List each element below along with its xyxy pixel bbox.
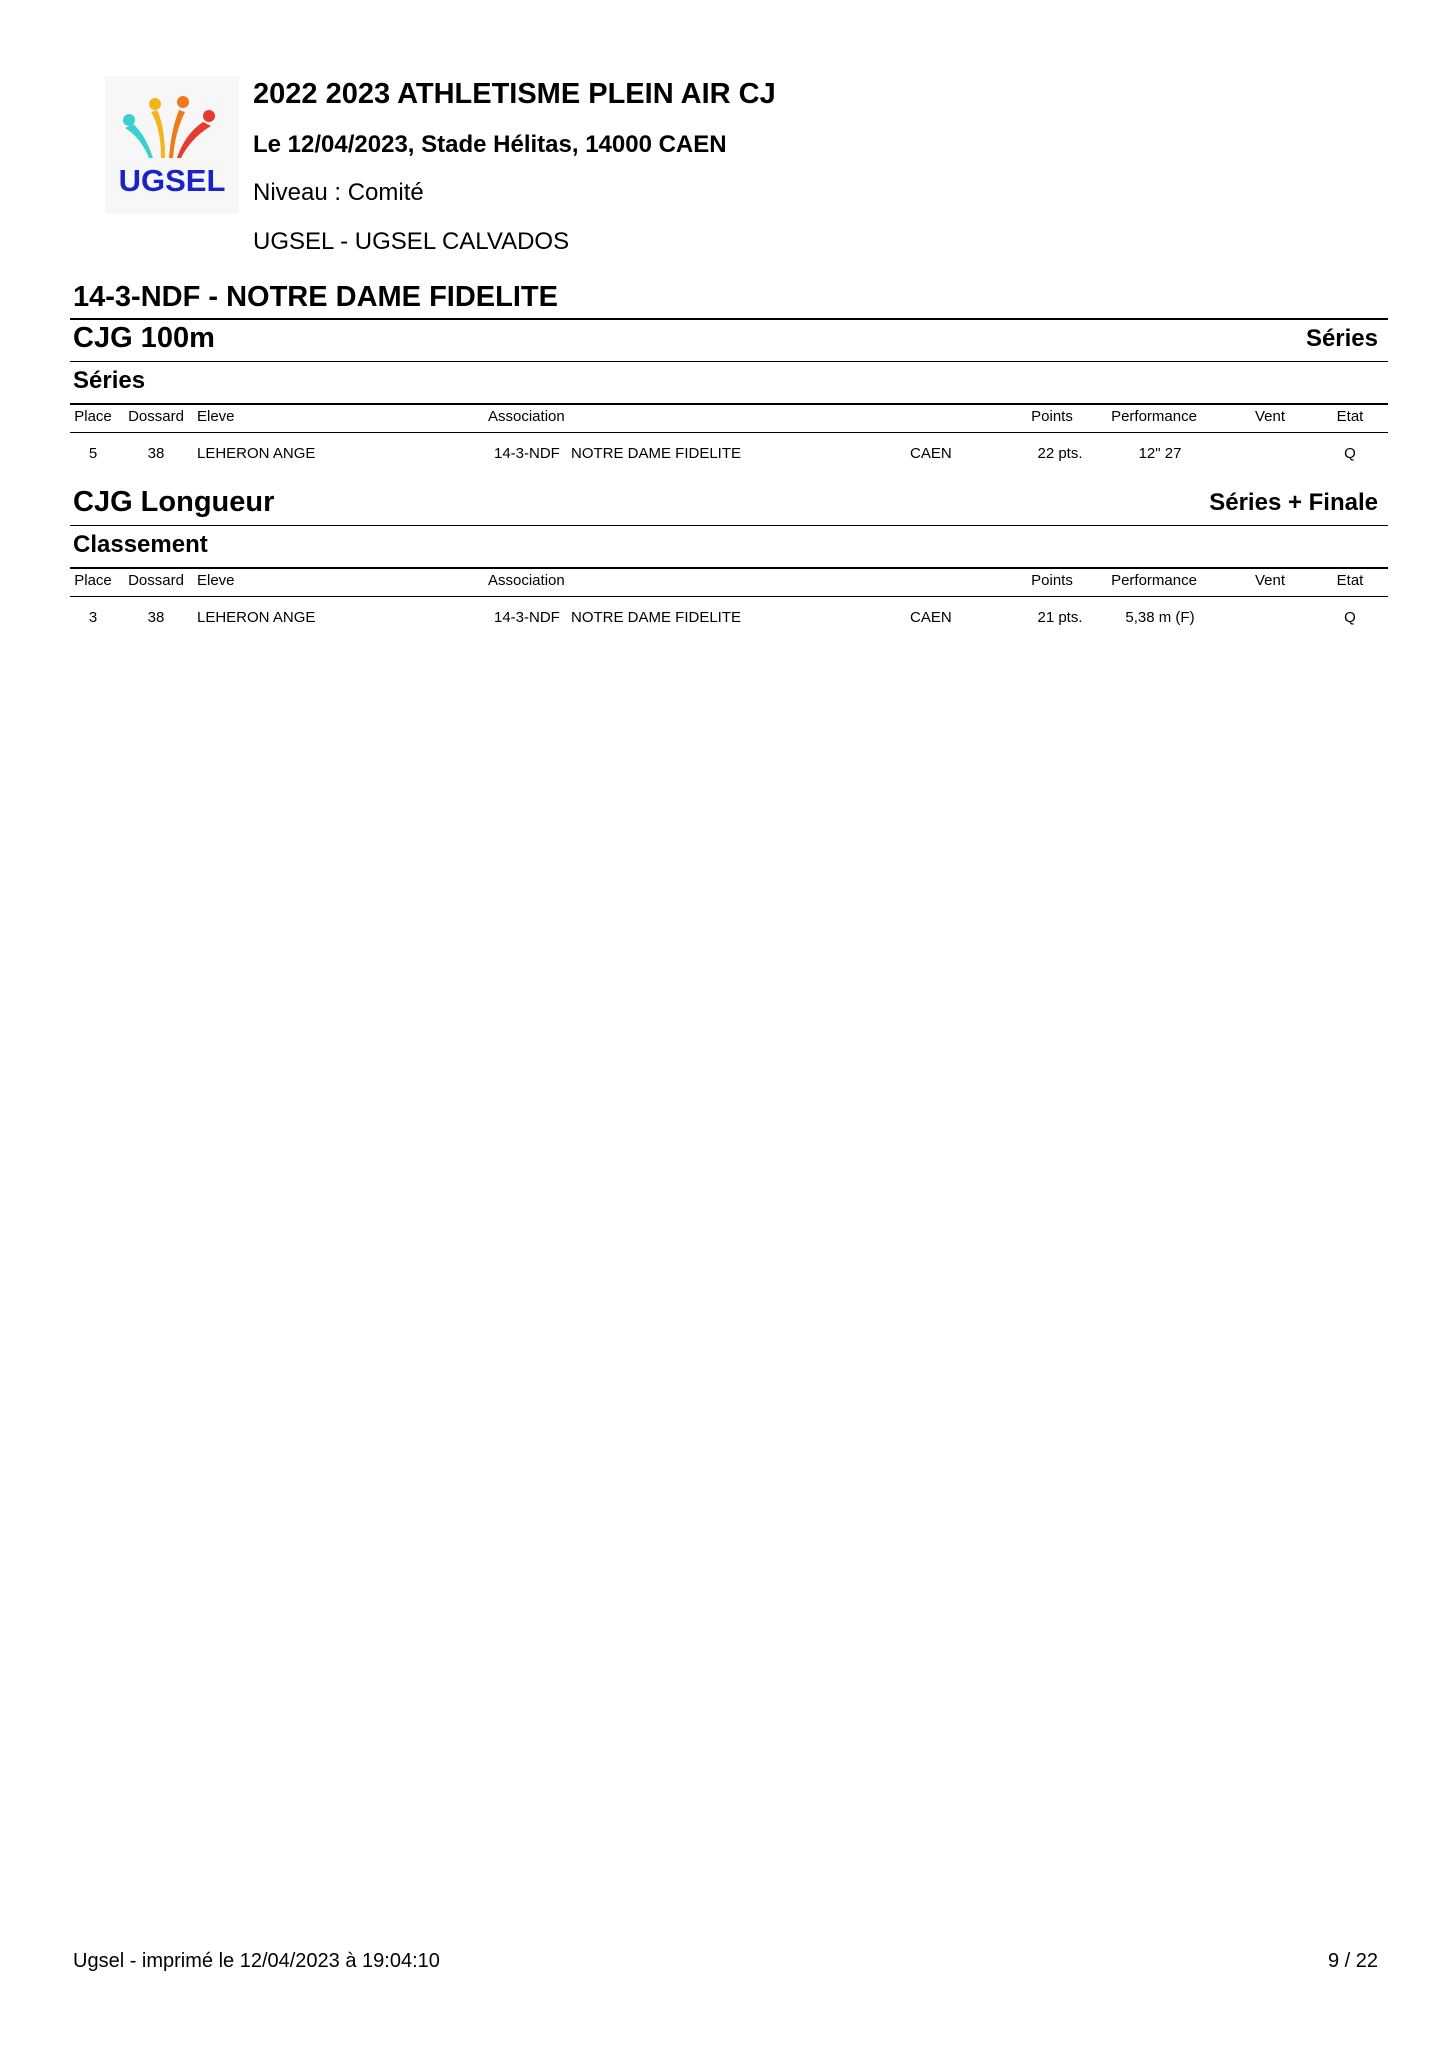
organization: UGSEL - UGSEL CALVADOS <box>253 228 570 255</box>
cell-performance: 5,38 m (F) <box>1125 609 1195 626</box>
col-points: Points <box>1031 408 1073 425</box>
club-heading: 14-3-NDF - NOTRE DAME FIDELITE <box>73 281 558 313</box>
col-association: Association <box>488 572 565 589</box>
col-eleve: Eleve <box>197 408 235 425</box>
cell-dossard: 38 <box>147 445 165 462</box>
logo-wordmark: UGSEL <box>118 163 226 198</box>
col-place: Place <box>74 572 112 589</box>
competition-level: Niveau : Comité <box>253 179 424 206</box>
footer-printed-date: Ugsel - imprimé le 12/04/2023 à 19:04:10 <box>73 1950 440 1972</box>
cell-place: 3 <box>88 609 98 626</box>
col-etat: Etat <box>1336 572 1364 589</box>
col-etat: Etat <box>1336 408 1364 425</box>
divider <box>70 567 1388 569</box>
cell-points: 21 pts. <box>1037 609 1083 626</box>
event-date-venue: Le 12/04/2023, Stade Hélitas, 14000 CAEN <box>253 131 727 158</box>
cell-eleve: LEHERON ANGE <box>197 445 316 462</box>
divider <box>70 318 1388 320</box>
col-association: Association <box>488 408 565 425</box>
cell-association-code: 14-3-NDF <box>494 609 560 626</box>
cell-dossard: 38 <box>147 609 165 626</box>
col-performance: Performance <box>1111 408 1197 425</box>
col-place: Place <box>74 408 112 425</box>
cell-etat: Q <box>1344 609 1356 626</box>
event-title: CJG Longueur <box>73 486 275 518</box>
cell-points: 22 pts. <box>1037 445 1083 462</box>
round-title: Séries <box>73 367 146 394</box>
cell-association-name: NOTRE DAME FIDELITE <box>571 609 742 626</box>
ugsel-logo-graphic <box>105 76 239 214</box>
cell-eleve: LEHERON ANGE <box>197 609 316 626</box>
cell-city: CAEN <box>910 609 952 626</box>
cell-place: 5 <box>88 445 98 462</box>
col-performance: Performance <box>1111 572 1197 589</box>
col-eleve: Eleve <box>197 572 235 589</box>
event-title: CJG 100m <box>73 322 215 354</box>
page-title: 2022 2023 ATHLETISME PLEIN AIR CJ <box>253 78 776 110</box>
ugsel-logo <box>105 76 239 214</box>
cell-city: CAEN <box>910 445 952 462</box>
col-dossard: Dossard <box>128 408 184 425</box>
event-type: Séries + Finale <box>1209 489 1378 516</box>
round-title: Classement <box>73 531 208 558</box>
divider <box>70 525 1388 526</box>
cell-etat: Q <box>1344 445 1356 462</box>
cell-association-name: NOTRE DAME FIDELITE <box>571 445 742 462</box>
divider <box>70 432 1388 433</box>
col-points: Points <box>1031 572 1073 589</box>
col-dossard: Dossard <box>128 572 184 589</box>
col-vent: Vent <box>1254 572 1286 589</box>
divider <box>70 361 1388 362</box>
cell-performance: 12" 27 <box>1138 445 1182 462</box>
divider <box>70 596 1388 597</box>
col-vent: Vent <box>1254 408 1286 425</box>
divider <box>70 403 1388 405</box>
cell-association-code: 14-3-NDF <box>494 445 560 462</box>
footer-page-number: 9 / 22 <box>1327 1950 1378 1972</box>
event-type: Séries <box>1305 325 1378 352</box>
